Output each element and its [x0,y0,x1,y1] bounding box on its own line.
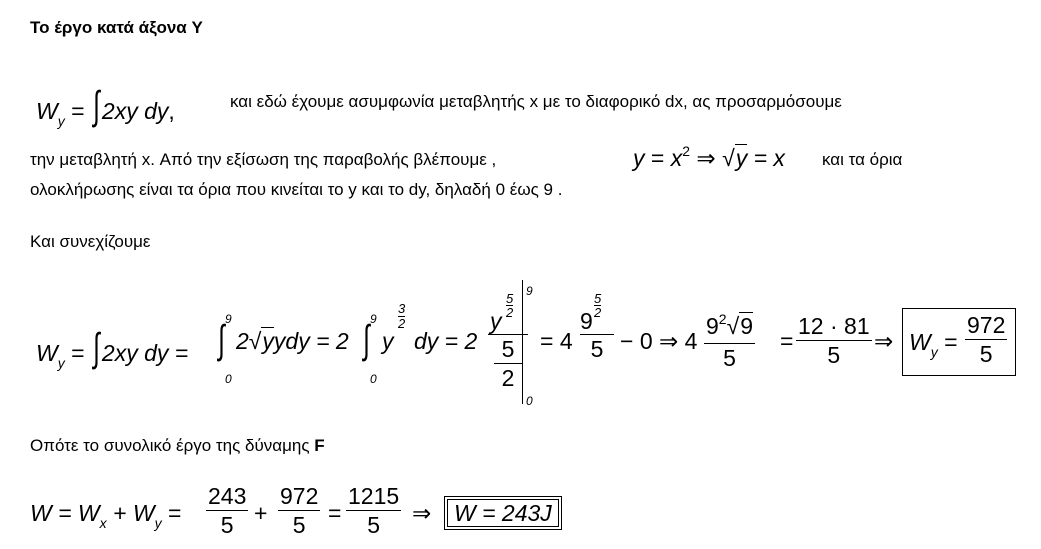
paragraph2-text-b: και τα όρια [822,150,903,169]
section-title: Το έργο κατά άξονα Y [30,18,203,37]
paragraph2-line2: ολοκλήρωσης είναι τα όρια που κινείται το y και το dy, δηλαδή 0 έως 9 . [30,180,563,199]
paragraph2-text-a: την μεταβλητή x. Από την εξίσωση της παραβολής βλέπουμε , [30,150,497,169]
parabola-equation: $y = x^2$ ⇒ √y = x [633,143,785,171]
continue-text: Και συνεχίζουμε [30,232,151,251]
result-box-total: W = 243J [444,496,562,530]
result-box-wy: $W_y$ = 972 5 [902,308,1016,376]
paragraph1-text: και εδώ έχουμε ασυμφωνία μεταβλητής x με το διαφορικό dx, ας προσαρμόσουμε [230,92,842,111]
total-work-text: Οπότε το συνολικό έργο της δύναμης F [30,436,325,455]
total-work-equation: $W = W_x + W_y$ = 243 5 + 972 5 = 1215 5 ⇒ W = 243J [30,480,630,546]
integral-wy-expression: $W_y = \int 2xy$ dy, [36,84,175,129]
